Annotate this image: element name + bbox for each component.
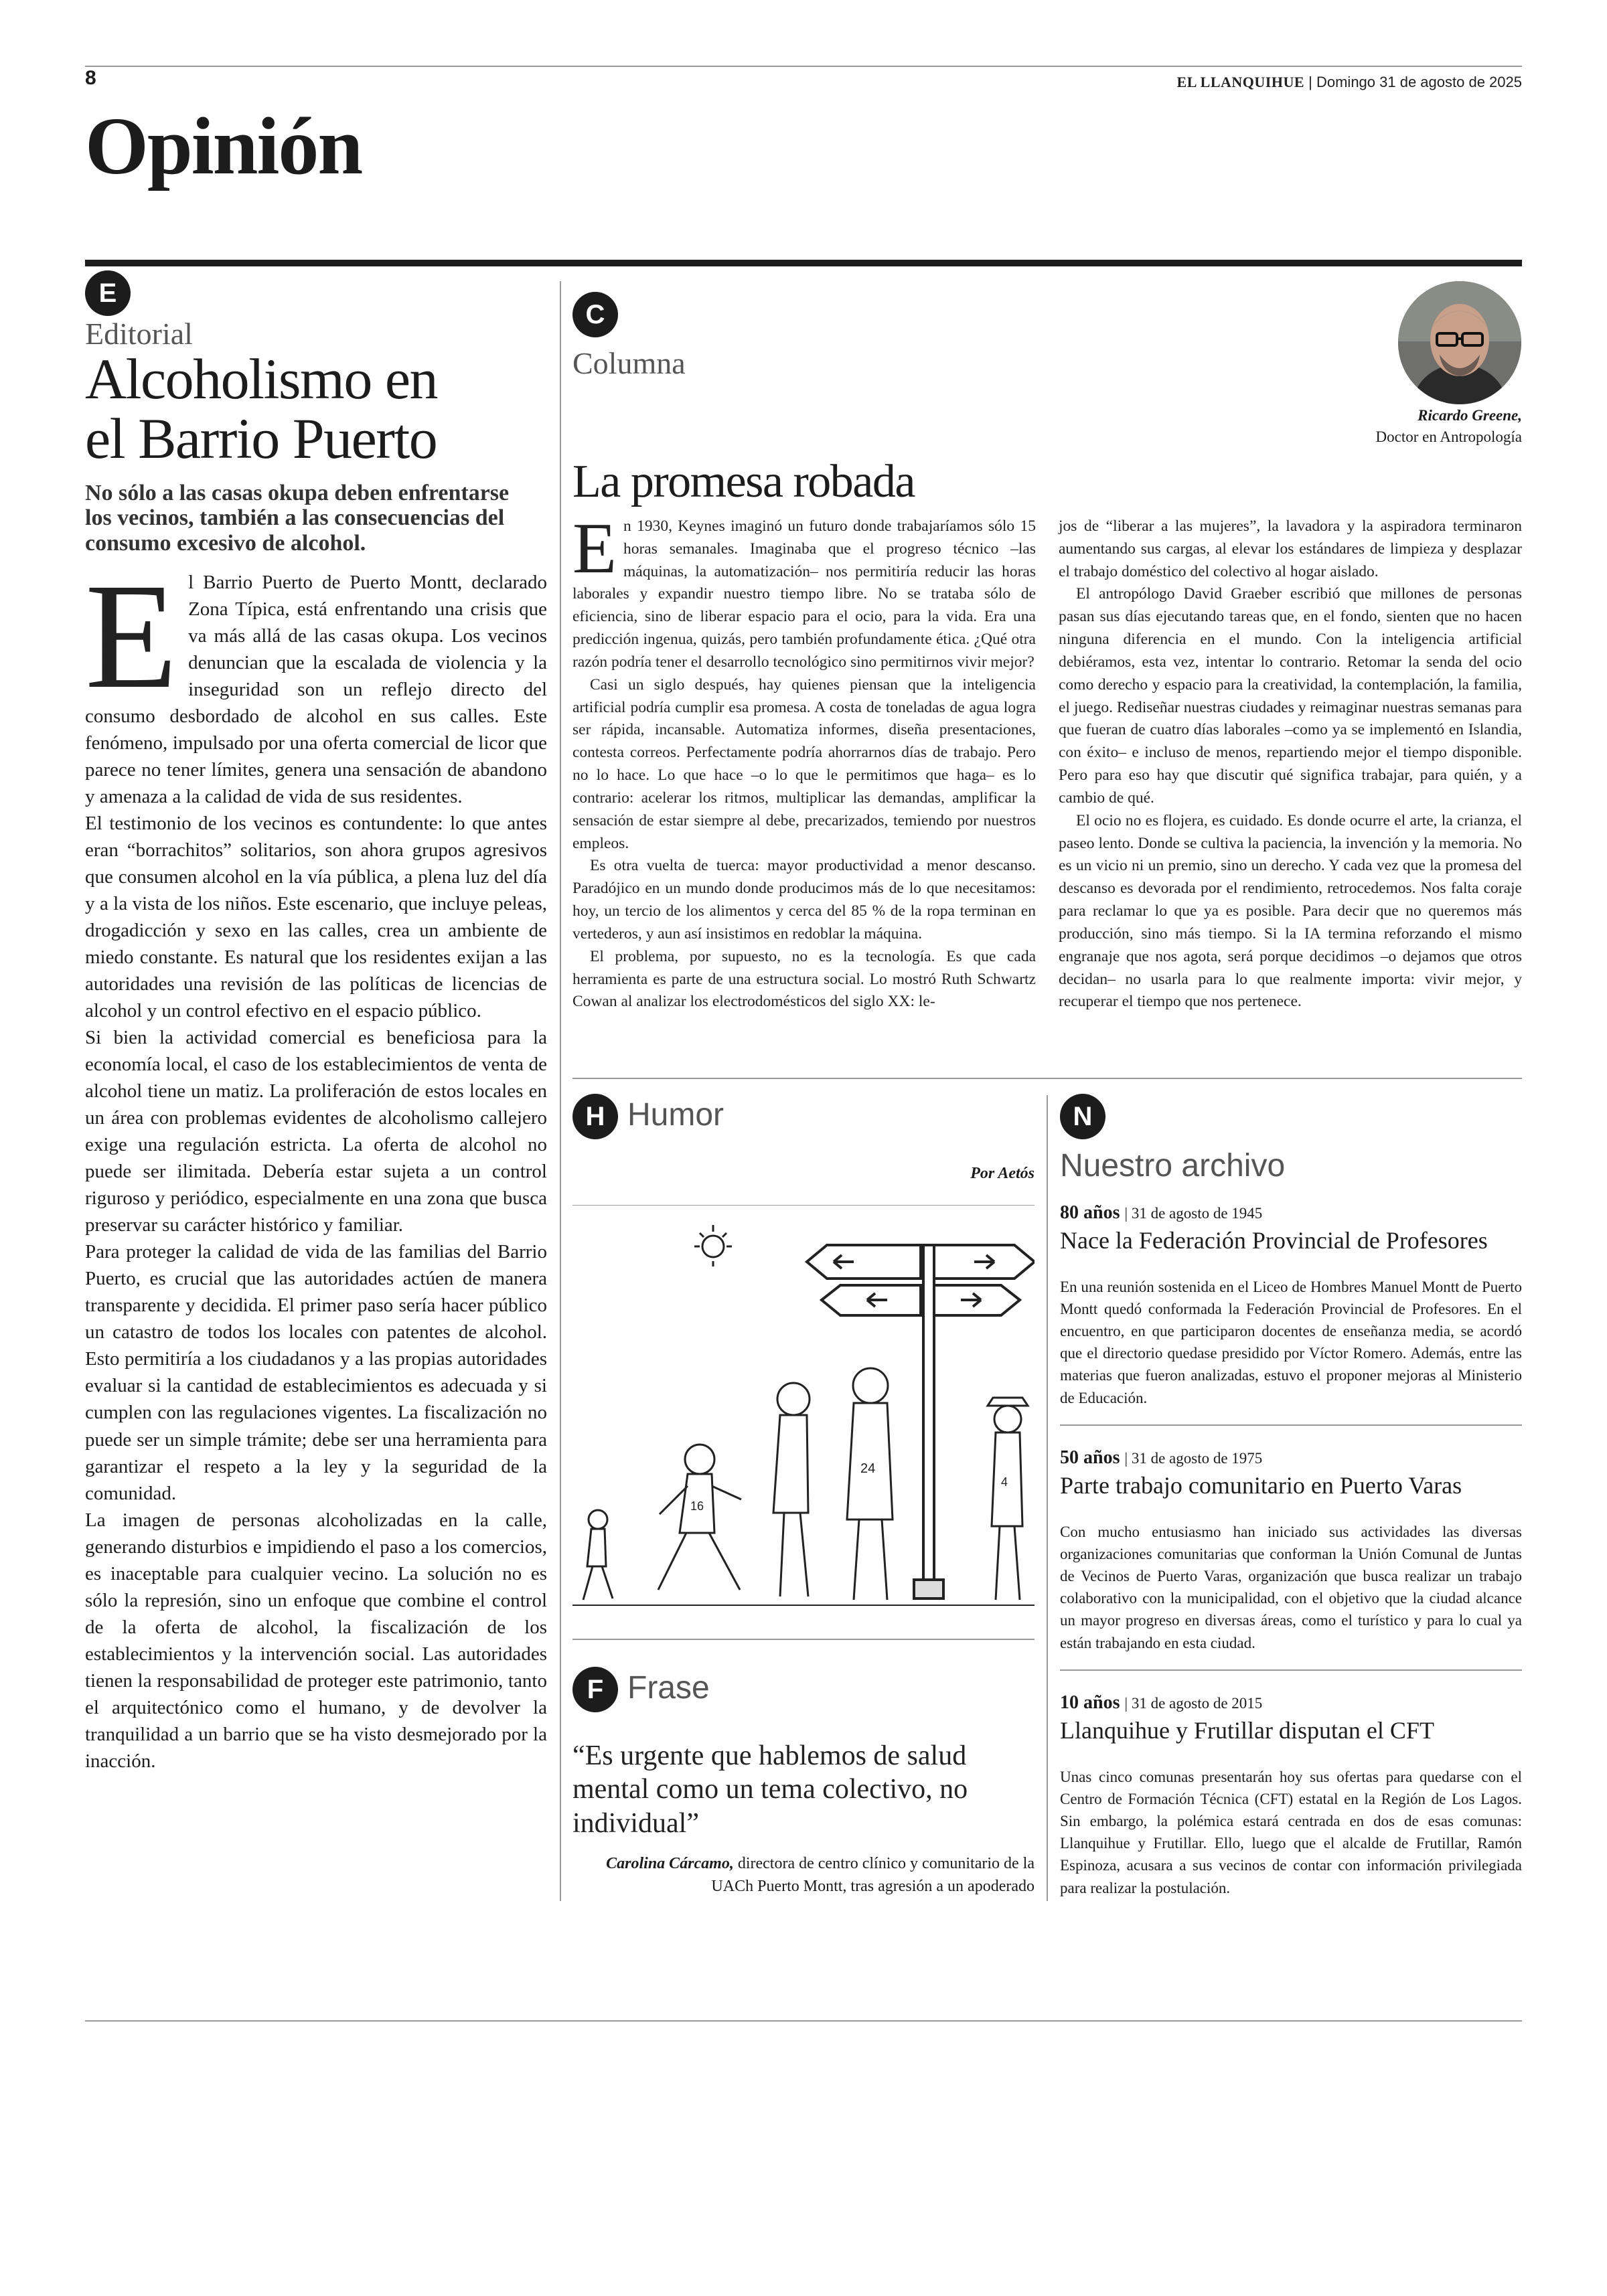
page-number: 8 <box>85 67 96 89</box>
editorial-subheadline: No sólo a las casas okupa deben enfrentarse los vecinos, también a las consecuencias del consumo excesivo de alcohol. <box>85 481 510 556</box>
top-rule <box>85 66 1522 67</box>
frase-source-description: directora de centro clínico y comunitario de la UACh Puerto Montt, tras agresión a un apoderado <box>711 1855 1035 1895</box>
editorial-kicker: Editorial <box>85 317 193 351</box>
editorial-paragraph: Si bien la actividad comercial es beneficiosa para la economía local, el caso de los establecimientos de venta de alcohol tiene un matiz. La proliferación de estos locales en un área con problemas evidentes de alcoholismo callejero exige una regulación estricta. La oferta de alcohol no puede ser ilimitada. Debería estar sujeta a un control riguroso y periódico, especialmente en una zona que busca preservar su carácter histórico y familiar. <box>85 1027 547 1236</box>
editorial-dropcap: E <box>85 552 178 720</box>
bib-number: 24 <box>860 1461 876 1476</box>
section-rule <box>85 260 1522 266</box>
editorial-headline-line1: Alcoholismo en <box>85 347 437 411</box>
editorial-headline <box>85 349 540 469</box>
editorial-paragraph: El testimonio de los vecinos es contundente: lo que antes eran “borrachitos” solitarios, son ahora grupos agresivos que consumen alcohol en la vía pública, a plena luz del día y a la vista de los niños. Este escenario, que incluye peleas, drogadicción y sexo en las calles, crea un ambiente de miedo constante. Es natural que los residentes exijan a las autoridades una revisión de las políticas de licencias de alcohol y un control efectivo en el espacio público. <box>85 813 547 1022</box>
editorial-badge: E <box>85 270 131 316</box>
humor-cartoon <box>572 1205 1035 1620</box>
column-body-right <box>1059 515 1522 1013</box>
column-paragraph: El problema, por supuesto, no es la tecnología. Es que cada herramienta es parte de una estructura social. Lo mostró Ruth Schwartz Cowan al analizar los electrodomésticos del siglo XX: le- <box>572 947 1036 1011</box>
frase-source-name: Carolina Cárcamo, <box>606 1855 734 1872</box>
archive-item-text: En una reunión sostenida en el Liceo de Hombres Manuel Montt de Puerto Montt quedó conformada la Federación Provincial de Profesores. En el encuentro, en que participaron docentes de enseñanza media, se acordó que el directorio quedase presidido por Víctor Romero. Además, entre las materias que fueron analizadas, estuvo el proponer mejoras al Ministerio de Educación. <box>1060 1279 1522 1406</box>
editorial-paragraph: Para proteger la calidad de vida de las familias del Barrio Puerto, es crucial que las autoridades actúen de manera transparente y decidida. El primer paso sería hacer público un catastro de todos los locales con patentes de alcohol. Esto permitiría a los ciudadanos y a las propias autoridades evaluar si la cantidad de establecimientos es adecuada y si cumplen con las regulaciones vigentes. La fiscalización no puede ser un simple trámite; debe ser una herramienta para garantizar el respeto a la ley y la seguridad de la comunidad. <box>85 1241 547 1504</box>
newspaper-name: EL LLANQUIHUE <box>1176 74 1305 90</box>
frase-kicker: Frase <box>627 1670 710 1706</box>
bottom-rule <box>85 2020 1522 2022</box>
column-badge: C <box>572 292 618 337</box>
editorial-body <box>85 552 547 1775</box>
column-divider-right <box>1047 1095 1048 1901</box>
humor-byline: Por Aetós <box>970 1165 1035 1182</box>
author-photo <box>1398 281 1521 404</box>
runner-figures <box>583 1368 1028 1600</box>
archive-item-headline: Llanquihue y Frutillar disputan el CFT <box>1060 1717 1434 1744</box>
column-paragraph: Es otra vuelta de tuerca: mayor productividad a menor descanso. Paradójico en un mundo donde producimos más de lo que necesitamos: hoy, un tercio de los alimentos y cerca del 85 % de la ropa terminan en vertederos, y aun así insistimos en redoblar la máquina. <box>572 857 1036 942</box>
archive-divider <box>1060 1424 1522 1426</box>
author-name: Ricardo Greene, <box>1418 407 1522 424</box>
column-bottom-rule <box>572 1078 1522 1079</box>
sun-icon <box>694 1225 732 1266</box>
humor-badge: H <box>572 1094 618 1139</box>
editorial-headline-line2: el Barrio Puerto <box>85 406 437 471</box>
archive-item-years: 50 años | 31 de agosto de 1975 <box>1060 1447 1263 1468</box>
frase-badge: F <box>572 1667 618 1712</box>
editorial-paragraph: El Barrio Puerto de Puerto Montt, declarado Zona Típica, está enfrentando una crisis que va más allá de las casas okupa. Los vecinos denuncian que la escalada de violencia y la inseguridad son un reflejo directo del consumo desbordado de alcohol en sus calles. Este fenómeno, impulsado por una oferta comercial de licor que parece no tener límites, genera una sensación de abandono y amenaza a la calidad de vida de sus residentes. <box>85 552 547 808</box>
editorial-paragraph: La imagen de personas alcoholizadas en la calle, generando disturbios e impidiendo el paso a los comercios, es inaceptable para cualquier vecino. La solución no es sólo la represión, sino un enfoque que combine el control de la oferta de alcohol, la fiscalización de los establecimientos y la intervención social. Las autoridades tienen la responsabilidad de proteger este patrimonio, tanto el arquitectónico como el humano, y de devolver la tranquilidad a un barrio que se ha visto desmejorado por la inacción. <box>85 1509 547 1772</box>
frase-source <box>572 1853 1035 1898</box>
archive-item-headline: Parte trabajo comunitario en Puerto Varas <box>1060 1472 1462 1499</box>
author-portrait <box>1398 281 1521 404</box>
issue-date: Domingo 31 de agosto de 2025 <box>1316 74 1522 90</box>
archive-item-years: 10 años | 31 de agosto de 2015 <box>1060 1692 1263 1713</box>
frase-quote: “Es urgente que hablemos de salud mental como un tema colectivo, no individual” <box>572 1740 968 1839</box>
column-paragraph: Casi un siglo después, hay quienes piensan que la inteligencia artificial podría cumplir esa promesa. A costa de toneladas de agua logra ser rápida, incansable. Automatiza informes, diseña presentaciones, contesta correos. Perfectamente podría ahorrarnos días de trabajo. Pero no lo hace. Lo que hace –o lo que le permitimos que haga– es lo contrario: acelerar los ritmos, multiplicar las demandas, amplificar la sensación de estar siempre al debe, precarizados, temiendo por nuestros empleos. <box>572 675 1036 852</box>
humor-bottom-rule <box>572 1639 1035 1640</box>
author-role: Doctor en Antropología <box>1375 428 1522 445</box>
section-title: Opinión <box>85 101 362 191</box>
archive-item-text: Con mucho entusiasmo han iniciado sus actividades las diversas organizaciones comunitarias que conforman la Unión Comunal de Juntas de Vecinos de Puerto Varas, organización que busca realizar un trabajo colaborativo con la municipalidad, con el objetivo que la ciudad alcance un mayor progreso en diversas áreas, como el turístico y para lo cual ya están trabajando en esta ciudad. <box>1060 1524 1522 1651</box>
column-paragraph: El ocio no es flojera, es cuidado. Es donde ocurre el arte, la crianza, el paseo lento. Donde se cultiva la paciencia, la invención y la memoria. No es un vicio ni un premio, sino un derecho. Y cada vez que la promesa del descanso es devorada por el rendimiento, retrocedemos. Nos falta coraje para reclamar lo que ya es posible. Para decir que no queremos más producción, sino más tiempo. Si la IA termina reforzando el mismo engranaje que nos agota, será porque decidimos –o dejamos que otros decidan– no usarla para lo que realmente importa: vivir mejor, y recuperar el tiempo que nos pertenece. <box>1059 811 1522 1011</box>
column-paragraph: El antropólogo David Graeber escribió que millones de personas pasan sus días ejecutando tareas que, en el fondo, sienten que no hacen ninguna diferencia en el mundo. Con la inteligencia artificial debiéramos, esta vez, intentar lo contrario. Retomar la senda del ocio como derecho y espacio para la creatividad, la contemplación, la familia, el juego. Rediseñar nuestras ciudades y reimaginar nuestras semanas para que fueran de cuatro días laborales –como ya se implementó en Islandia, con éxito– e incluso de menos, repartiendo mejor el tiempo disponible. Pero para eso hay que discutir qué significa trabajar, para quién, y a cambio de qué. <box>1059 585 1522 807</box>
archive-badge: N <box>1060 1094 1105 1139</box>
masthead: EL LLANQUIHUE | Domingo 31 de agosto de 2025 <box>1176 74 1522 90</box>
archive-divider <box>1060 1669 1522 1671</box>
column-paragraph: En 1930, Keynes imaginó un futuro donde trabajaríamos sólo 15 horas semanales. Imaginaba que el progreso técnico –las máquinas, la automatización– nos permitiría reducir las horas laborales y expandir nuestro tiempo libre. No se trataba sólo de eficiencia, sino de liberar espacio para el ocio, para la vida. Era una predicción ingenua, quizás, pero también profundamente ética. ¿Qué otra razón podría tener el desarrollo tecnológico sino permitirnos vivir mejor? <box>572 509 1036 671</box>
bib-number: 4 <box>1001 1475 1008 1489</box>
column-kicker: Columna <box>572 346 686 380</box>
archive-item-text: Unas cinco comunas presentarán hoy sus ofertas para quedarse con el Centro de Formación Técnica (CFT) estatal en la Región de Los Lagos. Sin embargo, la polémica estará centrada en dos de esas comunas: Llanquihue y Frutillar. Ello, luego que el alcalde de Frutillar, Ramón Espinoza, acusara a sus vecinos de contar con información privilegiada para realizar la postulación. <box>1060 1769 1522 1896</box>
column-divider-left <box>560 281 561 1901</box>
archive-kicker: Nuestro archivo <box>1060 1148 1286 1183</box>
humor-kicker: Humor <box>627 1097 724 1133</box>
column-title: La promesa robada <box>572 456 915 507</box>
bib-number: 16 <box>690 1499 704 1513</box>
archive-item-headline: Nace la Federación Provincial de Profesores <box>1060 1227 1488 1254</box>
column-paragraph: jos de “liberar a las mujeres”, la lavadora y la aspiradora terminaron aumentando sus cargas, al elevar los estándares de limpieza y desplazar el trabajo doméstico del colectivo al hogar aislado. <box>1059 517 1522 580</box>
column-dropcap: E <box>572 509 617 588</box>
column-body-left <box>572 509 1036 1013</box>
archive-item-years: 80 años | 31 de agosto de 1945 <box>1060 1202 1263 1223</box>
